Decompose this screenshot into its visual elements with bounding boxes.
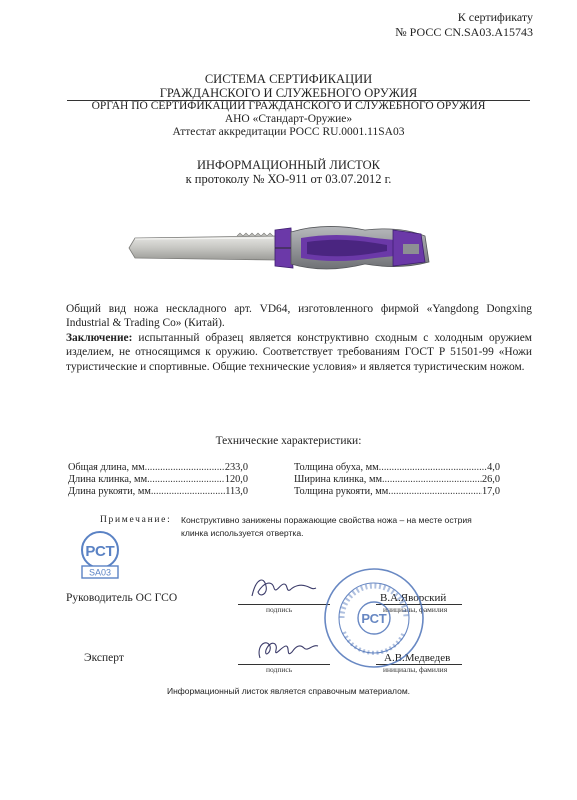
spec-value: 113,0 [225,486,248,497]
svg-text:РСТ: РСТ [361,611,387,626]
spec-label: Ширина клинка, мм [294,474,382,485]
signature-role-expert: Эксперт [84,652,124,664]
spec-label: Общая длина, мм [68,462,145,473]
spec-row [68,474,248,486]
description-paragraph: Общий вид ножа нескладного арт. VD64, изготовленного фирмой «Yangdong Dongxing Industrial & Trading Co» (Китай). [66,303,532,330]
specs-heading: Технические характеристики: [215,435,362,447]
spec-row [68,462,248,474]
specs-left-column [68,462,248,498]
spec-leader [151,486,225,498]
note-text: Конструктивно занижены поражающие свойства ножа – на месте острия клинка используется отвертка. [181,515,472,538]
title-main: ИНФОРМАЦИОННЫЙ ЛИСТОК [196,158,381,172]
signature-head-icon [246,572,318,604]
signature-role-head: Руководитель ОС ГСО [66,592,178,604]
spec-leader [147,474,225,486]
rst-logo-code: SA03 [88,567,112,578]
name-caption: инициалы, фамилия [383,605,448,614]
signer-name-head: В.А.Яворский [380,592,447,604]
organ-block [0,100,577,139]
system-line2: ГРАЖДАНСКОГО И СЛУЖЕБНОГО ОРУЖИЯ [159,86,418,100]
seal-stamp-icon [322,566,426,670]
spec-row [294,462,500,474]
spec-row [294,486,500,498]
spec-value: 26,0 [481,474,500,485]
rst-logo-icon [76,528,132,580]
note-label: Примечание: [100,515,172,525]
spec-value: 233,0 [224,462,248,473]
cert-ref-number: № РОСС CN.SA03.A15743 [395,25,533,39]
spec-label: Толщина рукояти, мм [294,486,389,497]
spec-value: 4,0 [487,462,500,473]
spec-value: 17,0 [481,486,500,497]
system-heading [0,72,577,100]
specs-right-column [294,462,500,498]
organ-line1: ОРГАН ПО СЕРТИФИКАЦИИ ГРАЖДАНСКОГО И СЛУЖЕБНОГО ОРУЖИЯ [91,100,486,112]
system-line1: СИСТЕМА СЕРТИФИКАЦИИ [204,72,373,86]
cert-ref-line1: К сертификату [457,10,533,24]
name-caption: инициалы, фамилия [383,665,448,674]
rst-logo-mark: РСТ [85,543,115,560]
spec-label: Длина клинка, мм [68,474,148,485]
spec-row [68,486,248,498]
spec-leader [382,474,482,486]
conclusion-paragraph [66,331,532,374]
knife-image [125,218,435,278]
signature-caption: подпись [266,605,293,614]
spec-value: 120,0 [224,474,248,485]
spec-leader [388,486,482,498]
document-title [0,158,577,186]
footer-note: Информационный листок является справочным материалом. [166,686,411,696]
signer-name-expert: А.В.Медведев [384,652,451,664]
spec-label: Толщина обуха, мм [294,462,379,473]
certificate-reference [395,10,533,40]
organ-line2: АНО «Стандарт-Оружие» [224,113,353,125]
spec-leader [145,462,225,474]
conclusion-label: Заключение: [66,332,133,344]
signature-caption: подпись [266,665,293,674]
spec-row [294,474,500,486]
organ-line3: Аттестат аккредитации РОСС RU.0001.11SA03 [172,126,405,138]
spec-label: Длина рукояти, мм [68,486,151,497]
title-protocol: к протоколу № ХО-911 от 03.07.2012 г. [185,172,392,186]
spec-leader [379,462,487,474]
conclusion-text: испытанный образец является конструктивно сходным с холодным оружием изделием, не относящимся к оружию. Соответствует требованиям ГОСТ Р 51501-99 «Ножи туристические и спортивные. Общие технические условия» и является туристическим ножом. [66,332,532,373]
